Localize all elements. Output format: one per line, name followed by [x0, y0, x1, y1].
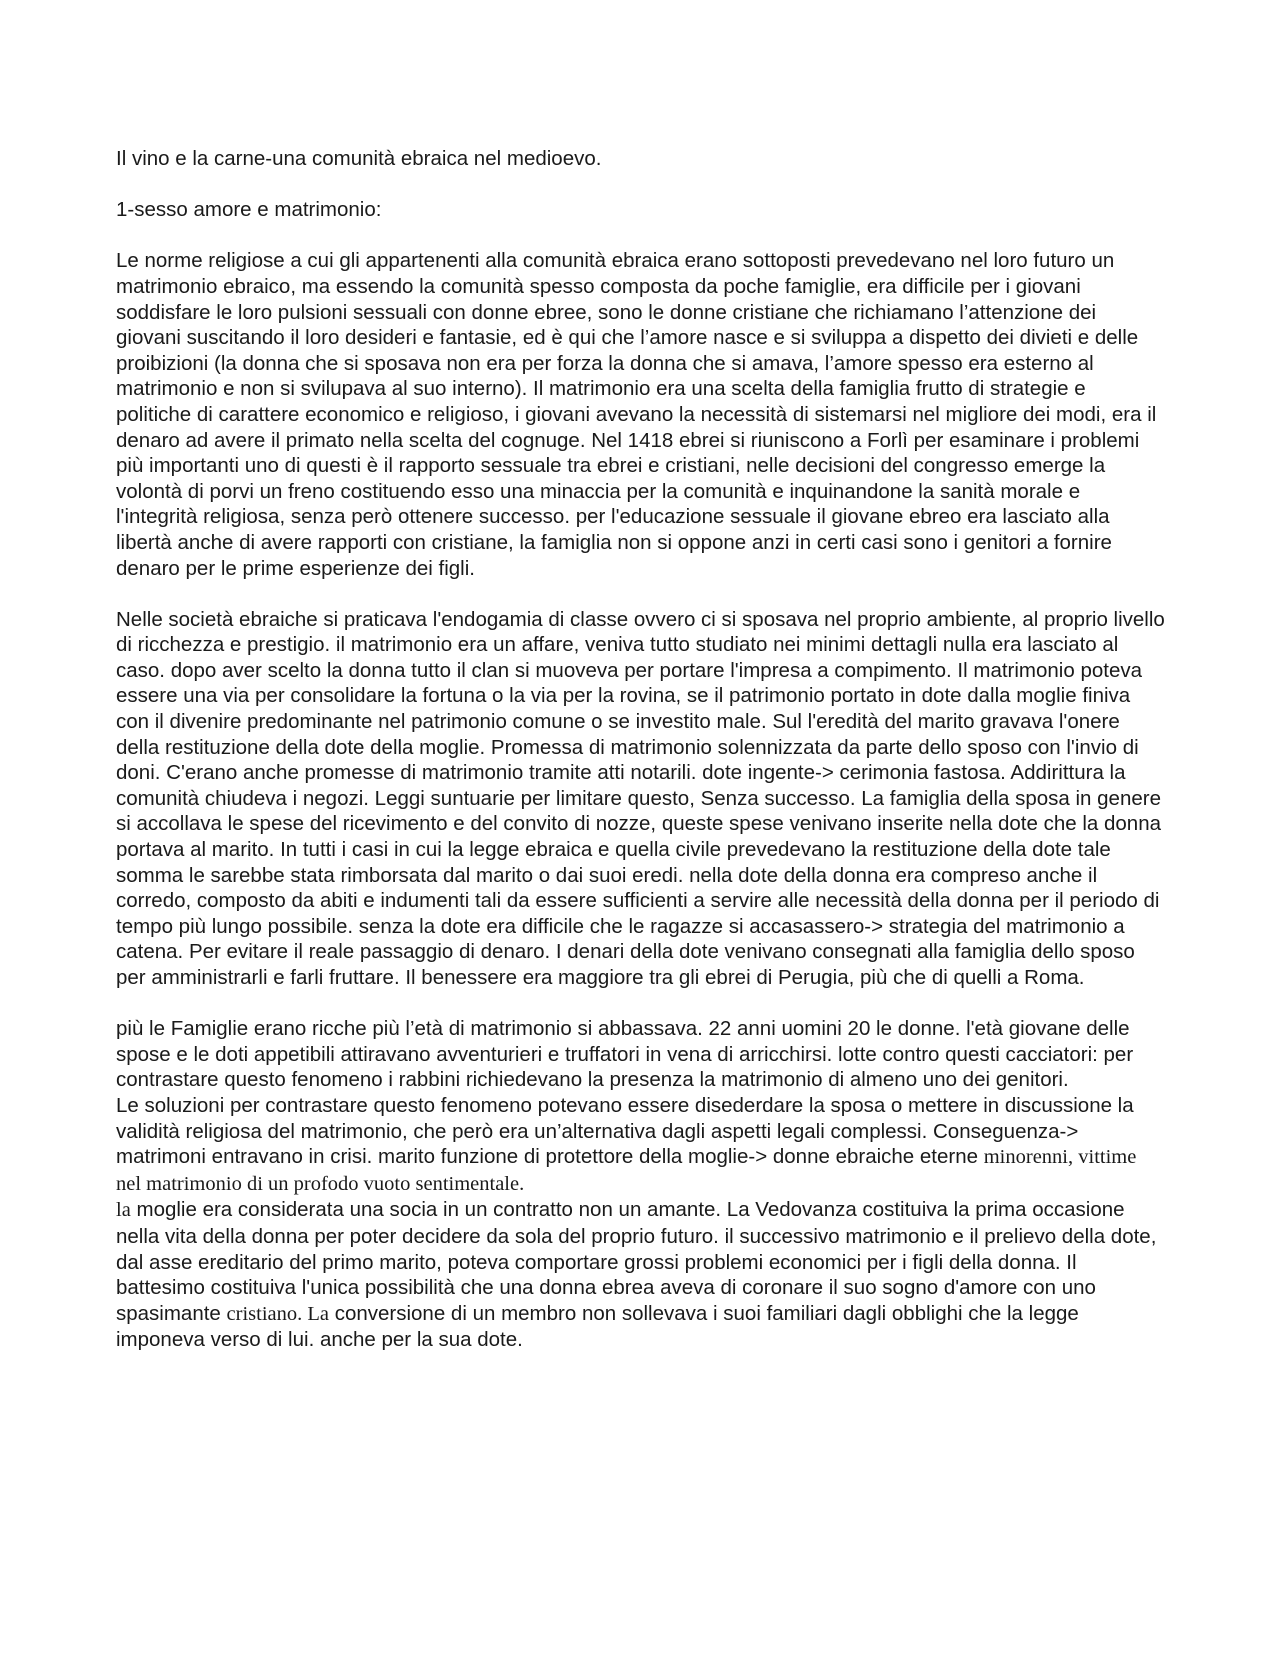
paragraph-3: più le Famiglie erano ricche più l’età di matrimonio si abbassava. 22 anni uomini 20 le donne. l'età giovane delle spose e le doti appetibili attiravano avventurieri e truffatori in vena di arricchirsi. lotte contro questi cacciatori: per contrastare questo fenomeno i rabbini richiedevano la presenza la matrimonio di almeno uno dei genitori.	[116, 1017, 1134, 1092]
paragraph-5	[116, 1197, 1166, 1353]
paragraph-5-serif-start: la	[116, 1199, 131, 1222]
paragraph-5-text: moglie era considerata una socia in un contratto non un amante. La Vedovanza costituiva la prima occasione nella vita della donna per poter decidere da sola del proprio futuro. il successivo matrimonio e il prelievo della dote, dal asse ereditario del primo marito, poteva comportare grossi problemi economici per i figli della donna. Il battesimo costituiva l'unica possibilità che una donna ebrea aveva di coronare il suo sogno d'amore con uno spasimante	[116, 1198, 1157, 1325]
paragraph-5-serif-mid: cristiano. La	[226, 1302, 329, 1325]
paragraph-4-serif-text: minorenni, vittime nel matrimonio di un profodo vuoto sentimentale.	[116, 1146, 1137, 1195]
paragraph-2: Nelle società ebraiche si praticava l'endogamia di classe ovvero ci si sposava nel proprio ambiente, al proprio livello di ricchezza e prestigio. il matrimonio era un affare, veniva tutto studiato nei minimi dettagli nulla era lasciato al caso. dopo aver scelto la donna tutto il clan si muoveva per portare l'impresa a compimento. Il matrimonio poteva essere una via per consolidare la fortuna o la via per la rovina, se il patrimonio portato in dote dalla moglie finiva con il divenire predominante nel patrimonio comune o se investito male. Sul l'eredità del marito gravava l'onere della restituzione della dote della moglie. Promessa di matrimonio solennizzata da parte dello sposo con l'invio di doni. C'erano anche promesse di matrimonio tramite atti notarili. dote ingente-> cerimonia fastosa. Addirittura la comunità chiudeva i negozi. Leggi suntuarie per limitare questo, Senza successo. La famiglia della sposa in genere si accollava le spese del ricevimento e del convito di nozze, queste spese venivano inserite nella dote che la donna portava al marito. In tutti i casi in cui la legge ebraica e quella civile prevedevano la restituzione della dote tale somma le sarebbe stata rimborsata dal marito o dai suoi eredi. nella dote della donna era compreso anche il corredo, composto da abiti e indumenti tali da essere sufficienti a servire alle necessità della donna per il periodo di tempo più lungo possibile. senza la dote era difficile che le ragazze si accasassero-> strategia del matrimonio a catena. Per evitare il reale passaggio di denaro. I denari della dote venivano consegnati alla famiglia dello sposo per amministrarli e farli fruttare. Il benessere era maggiore tra gli ebrei di Perugia, più che di quelli a Roma.	[116, 607, 1165, 989]
document-title: Il vino e la carne-una comunità ebraica nel medioevo.	[116, 147, 602, 170]
section-heading: 1-sesso amore e matrimonio:	[116, 198, 382, 222]
paragraph-4-text: Le soluzioni per contrastare questo fenomeno potevano essere disederdare la sposa o mettere in discussione la validità religiosa del matrimonio, che però era un’alternativa dagli aspetti legali complessi. Conseguenza-> matrimoni entravano in crisi. marito funzione di protettore della moglie-> donne ebraiche eterne	[116, 1093, 1134, 1169]
paragraph-4	[116, 1093, 1166, 1197]
document-page	[116, 146, 1166, 1353]
paragraph-1: Le norme religiose a cui gli appartenenti alla comunità ebraica erano sottoposti prevedevano nel loro futuro un matrimonio ebraico, ma essendo la comunità spesso composta da poche famiglie, era difficile per i giovani soddisfare le loro pulsioni sessuali con donne ebree, sono le donne cristiane che richiamano l’attenzione dei giovani suscitando il loro desideri e fantasie, ed è qui che l’amore nasce e si sviluppa a dispetto dei divieti e delle proibizioni (la donna che si sposava non era per forza la donna che si amava, l’amore spesso era esterno al matrimonio e non si svilupava al suo interno). Il matrimonio era una scelta della famiglia frutto di strategie e politiche di carattere economico e religioso, i giovani avevano la necessità di sistemarsi nel migliore dei modi, era il denaro ad avere il primato nella scelta del cognuge. Nel 1418 ebrei si riuniscono a Forlì per esaminare i problemi più importanti uno di questi è il rapporto sessuale tra ebrei e cristiani, nelle decisioni del congresso emerge la volontà di porvi un freno costituendo esso una minaccia per la comunità e inquinandone la sanità morale e l'integrità religiosa, senza però ottenere successo. per l'educazione sessuale il giovane ebreo era lasciato alla libertà anche di avere rapporti con cristiane, la famiglia non si oppone anzi in certi casi sono i genitori a fornire denaro per le prime esperienze dei figli.	[116, 249, 1157, 580]
paragraph-5-text-end: conversione di un membro non sollevava i suoi familiari dagli obblighi che la legge imponeva verso di lui. anche per la sua dote.	[116, 1301, 1079, 1352]
